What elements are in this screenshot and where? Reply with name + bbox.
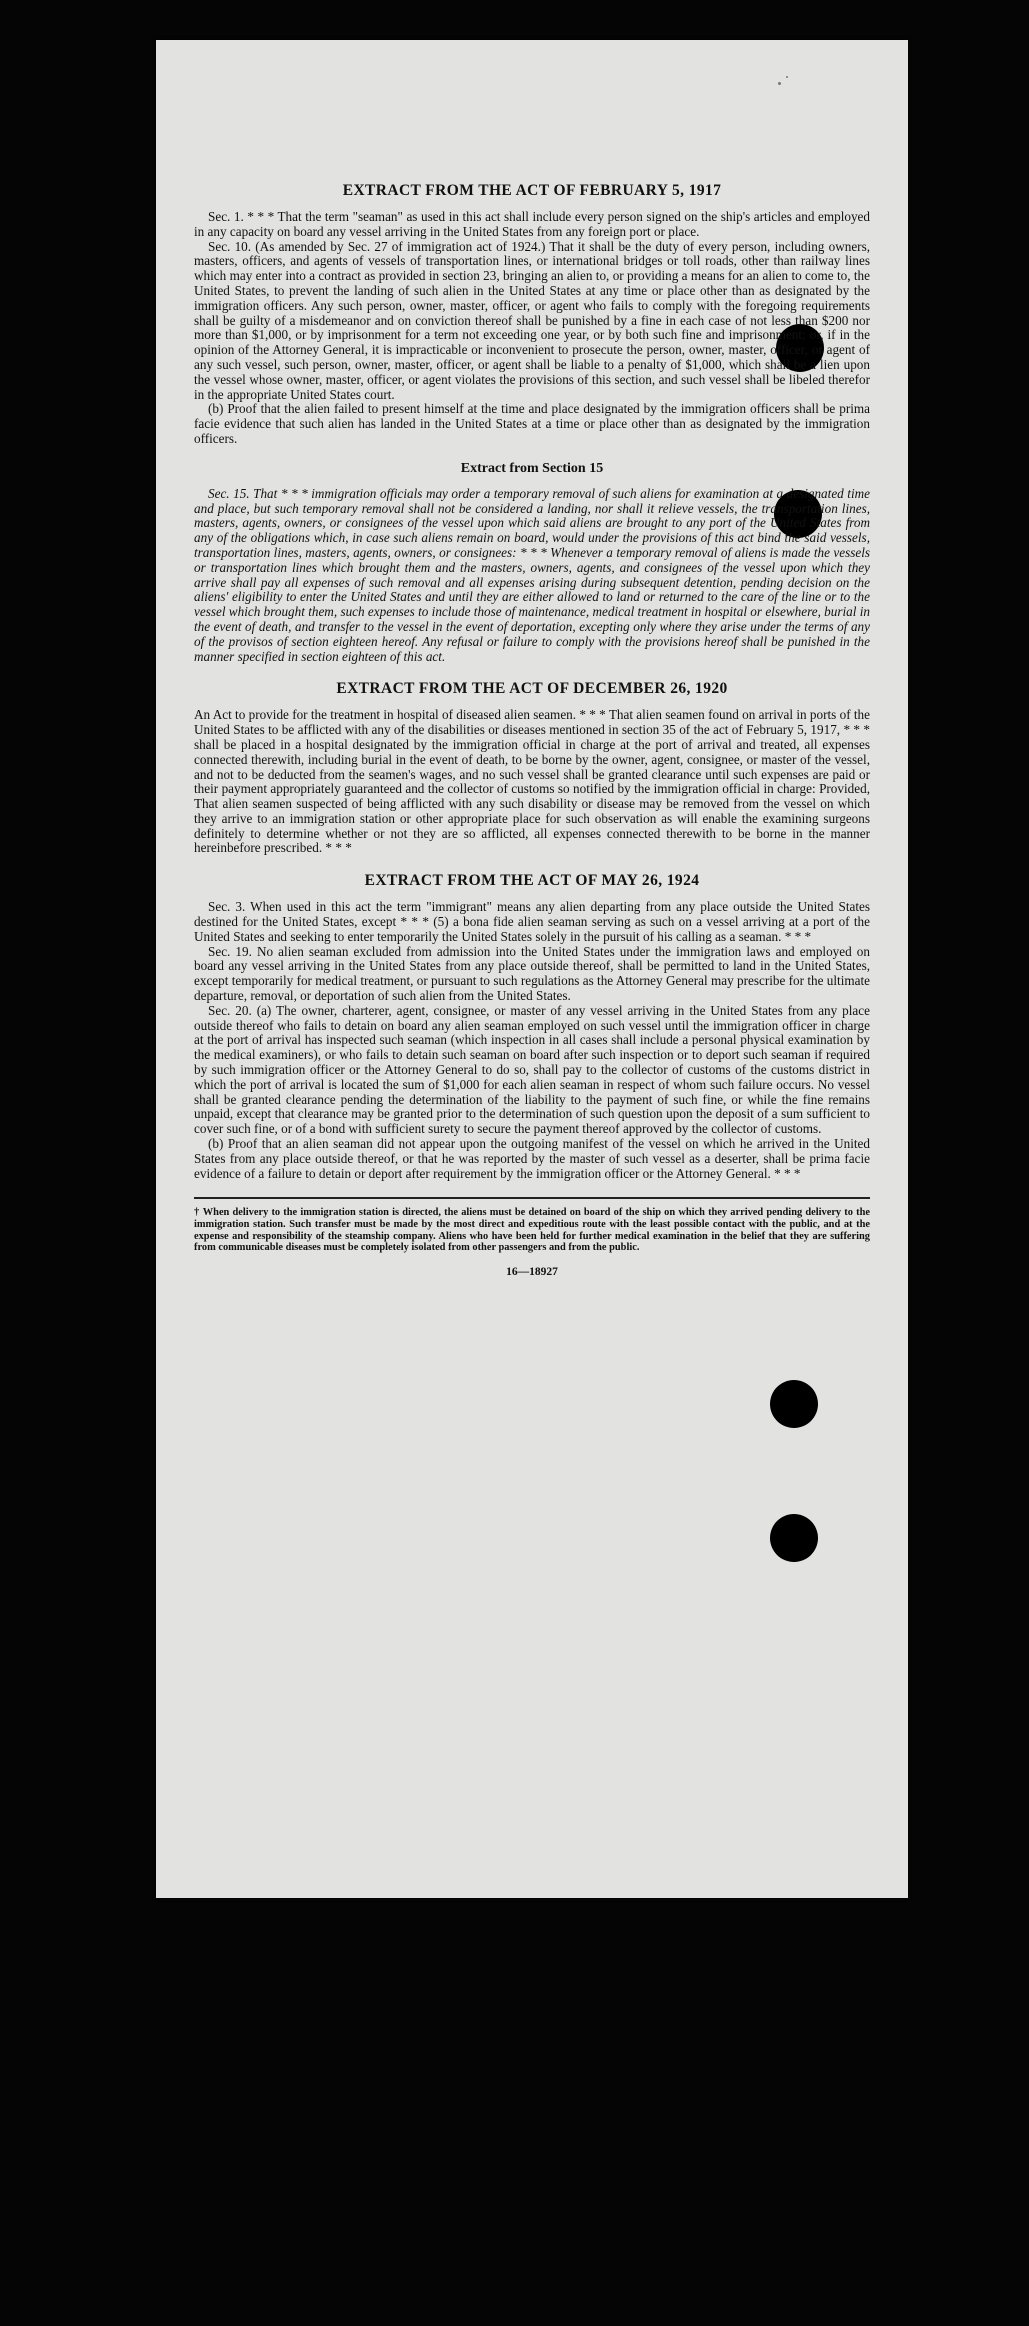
footnote: † When delivery to the immigration station is directed, the aliens must be detained on board of the ship on which they arrived pending delivery to the immigration station. Such transfer must be made by the most direct and expeditious route with the least possible contact with the public, and at the expense and responsibility of the steamship company. Aliens who have been held for further medical examination in the belief that they are suffering from communicable diseases must be completely isolated from other passengers and from the public.: [194, 1207, 870, 1254]
document-page: [156, 40, 908, 1898]
section-paragraph: Sec. 20. (a) The owner, charterer, agent, consignee, or master of any vessel arriving in the United States from any place outside thereof who fails to detain on board any alien seaman employed on such vessel until the immigration officer in charge at the port of arrival has inspected such seaman (which inspection in all cases shall include a personal physical examination by the medical examiners), or who fails to detain such seaman on board after such inspection or to deport such seaman if required by such immigration officer or the Attorney General to do so, shall pay to the collector of customs of the customs district in which the port of arrival is located the sum of $1,000 for each alien seaman in respect of whom such failure occurs. No vessel shall be granted clearance pending the determination of the liability to the payment of such fine, or while the fine remains unpaid, except that clearance may be granted prior to the determination of such question upon the deposit of a sum sufficient to cover such fine, or of a bond with sufficient surety to secure the payment thereof approved by the collector of customs.: [194, 1002, 870, 1137]
section-heading: EXTRACT FROM THE ACT OF FEBRUARY 5, 1917: [342, 182, 722, 199]
section-paragraph: An Act to provide for the treatment in hospital of diseased alien seamen. * * * That alien seamen found on arrival in ports of the United States to be afflicted with any of the disabilities or diseases mentioned in section 35 of the act of February 5, 1917, * * * shall be placed in a hospital designated by the immigration official in charge at the port of arrival and treated, all expenses connected therewith, including burial in the event of death, to be borne by the owner, agent, consignee, or master of the vessel, and not to be deducted from the seamen's wages, and no such vessel shall be granted clearance until such expenses are paid or their payment appropriately guaranteed and the collector of customs so notified by the immigration official in charge: Provided, That alien seamen suspected of being afflicted with any such disability or disease may be removed from the vessel on which they arrive to an immigration station or other appropriate place for such observation as will enable the examining surgeons definitely to determine whether or not they are so afflicted, all expenses connected therewith to be borne in the manner hereinbefore prescribed. * * *: [194, 707, 870, 856]
section-heading: EXTRACT FROM THE ACT OF DECEMBER 26, 1920: [336, 680, 728, 698]
document-body: [194, 182, 870, 1278]
section-paragraph: Sec. 15. That * * * immigration officials may order a temporary removal of such aliens for examination at a designated time and place, but such temporary removal shall not be considered a landing, nor shall it relieve vessels, the transportation lines, masters, agents, owners, or consignees of the vessel upon which said aliens are brought to any port of the United States from any of the obligations which, in case such aliens remain on board, would under the provisions of this act bind the said vessels, transportation lines, masters, agents, owners, or consignees: * * * Whenever a temporary removal of aliens is made the vessels or transportation lines which brought them and the masters, owners, agents, and consignees of the vessel upon which they arrive shall pay all expenses of such removal and all expenses arising during subsequent detention, pending decision on the aliens' eligibility to enter the United States and until they are either allowed to land or returned to the care of the line or to the vessel which brought them, such expenses to include those of maintenance, medical treatment in hospital or elsewhere, burial in the event of death, and transfer to the vessel in the event of deportation, excepting only where they arise under the terms of any of the provisos of section eighteen hereof. Any refusal or failure to comply with the provisions hereof shall be punished in the manner specified in section eighteen of this act.: [194, 485, 870, 664]
section-heading: EXTRACT FROM THE ACT OF MAY 26, 1924: [364, 872, 700, 890]
dust-speck: [786, 76, 788, 78]
section-paragraph: (b) Proof that the alien failed to present himself at the time and place designated by the immigration officers shall be prima facie evidence that such alien has landed in the United States at a time or place other than as designated by the immigration officers.: [194, 401, 870, 446]
section-subheading: Extract from Section 15: [460, 460, 604, 476]
section-act-1920: [194, 680, 870, 856]
section-paragraph: (b) Proof that an alien seaman did not appear upon the outgoing manifest of the vessel on which he arrived in the United States from any place outside thereof, or that he was reported by the master of such vessel as a deserter, shall be prima facie evidence of a failure to detain or deport after requirement by the immigration officer or the Attorney General. * * *: [194, 1136, 870, 1181]
footnote-divider: [194, 1197, 870, 1199]
section-paragraph: Sec. 19. No alien seaman excluded from admission into the United States under the immigration laws and employed on board any vessel arriving in the United States from any place outside thereof, shall be permitted to land in the United States, except temporarily for medical treatment, or pursuant to such regulations as the Attorney General may prescribe for the ultimate departure, removal, or deportation of such alien from the United States.: [194, 943, 870, 1004]
section-paragraph: Sec. 10. (As amended by Sec. 27 of immigration act of 1924.) That it shall be the duty of every person, including owners, masters, officers, and agents of vessels of transportation lines, or international bridges or toll roads, other than railway lines which may enter into a contract as provided in section 23, bringing an alien to, or providing a means for an alien to come to, the United States, to prevent the landing of such alien in the United States at any time or place other than as designated by the immigration officers. Any such person, owner, master, officer, or agent who fails to comply with the foregoing requirements shall be guilty of a misdemeanor and on conviction thereof shall be punished by a fine in each case of not less than $200 nor more than $1,000, or by imprisonment for a term not exceeding one year, or by both such fine and imprisonment; or, if in the opinion of the Attorney General, it is impracticable or inconvenient to prosecute the person, owner, master, officer, or agent of any such vessel, such person, owner, master, officer, or agent shall be liable to a penalty of $1,000, which shall be a lien upon the vessel whose owner, master, officer, or agent violates the provisions of this section, and such vessel shall be libeled therefor in the appropriate United States court.: [194, 238, 870, 402]
section-paragraph: Sec. 1. * * * That the term "seaman" as used in this act shall include every person signed on the ship's articles and employed in any capacity on board any vessel arriving in the United States from any foreign port or place.: [194, 209, 870, 239]
punch-hole: [770, 1514, 818, 1562]
punch-hole: [770, 1380, 818, 1428]
section-extract-15: [194, 461, 870, 665]
form-code: 16—18927: [506, 1265, 558, 1278]
section-act-1917: [194, 182, 870, 447]
dust-speck: [778, 82, 781, 85]
section-paragraph: Sec. 3. When used in this act the term "immigrant" means any alien departing from any place outside the United States destined for the United States, except * * * (5) a bona fide alien seaman serving as such on a vessel arriving at a port of the United States and seeking to enter temporarily the United States solely in the pursuit of his calling as a seaman. * * *: [194, 899, 870, 944]
section-act-1924: [194, 872, 870, 1181]
